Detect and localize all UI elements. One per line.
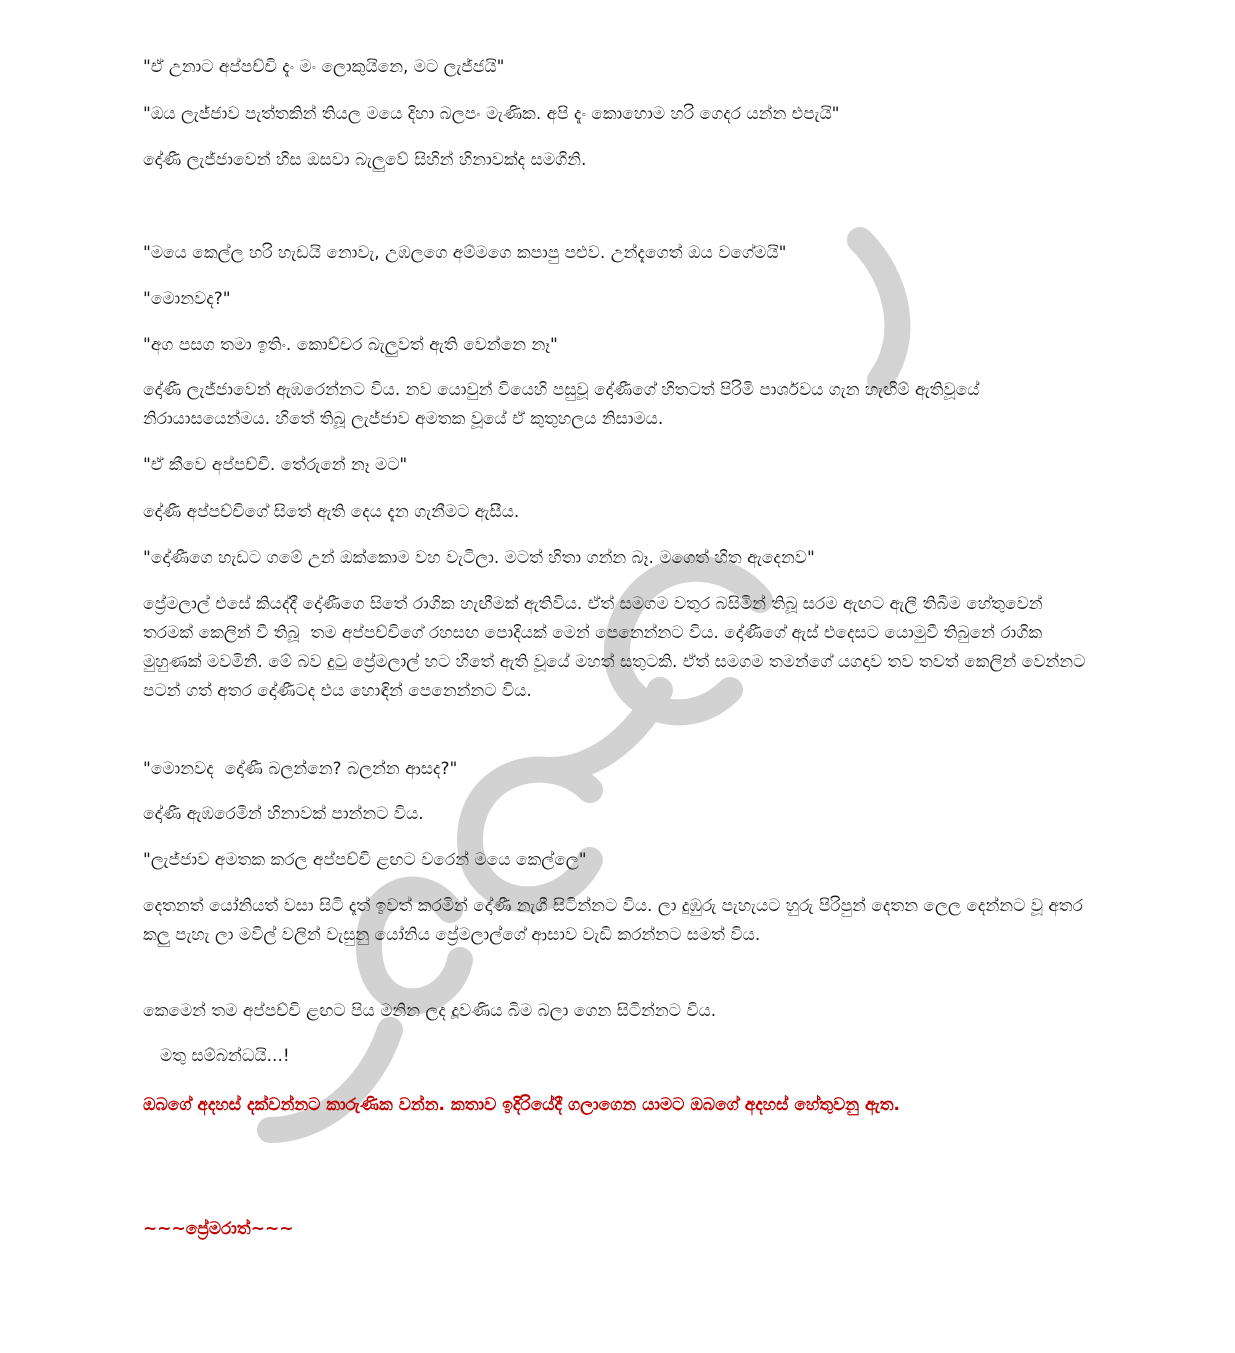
paragraph-4: "මයෙ කෙල්ල හරි හැඩයි නොවැ, උඹලගෙ අම්මගෙ කපාපු පළුව. උන්දැගෙත් ඔය වගේමයි" bbox=[143, 243, 787, 263]
comment-notice: ඔබගේ අදහස් දක්වන්නට කාරුණික වන්න. කතාව ඉදිරියේදී ගලාගෙන යාමට ඔබගේ අදහස් හේතුවනු ඇත. bbox=[143, 1095, 900, 1115]
paragraph-9: දෝණී අප්පච්චිගේ සිතේ ඇති දෙය දැන ගැනීමට ඇසීය. bbox=[143, 502, 520, 522]
paragraph-15: දෙතනත් යෝනියත් වසා සිටි දෑත් ඉවත් කරමින් දෝණී නැගී සිටින්නට විය. ලා දුඹුරු පැහැයට හුරු පිරිපුන් දෙතන ලෙල දෙන්නට වූ අතර කලු පැහැ ලා මවිල් වලින් වැසුනු යෝනිය ප්‍රේමලාල්ගේ ආසාව වැඩි කරන්නට සමත් විය. bbox=[143, 896, 1089, 945]
paragraph-1: "ඒ උනාට අප්පච්චි දැං මං ලොකුයිනෙ, මට ලැජ්ජයි" bbox=[143, 57, 505, 77]
paragraph-10: "දෝණීගෙ හැඩට ගමේ උන් ඔක්කොම වහ වැටිලා. මටත් හිතා ගන්න බෑ. මගෙත් හිත ඇදෙනව" bbox=[143, 548, 815, 568]
to-be-continued: මතු සම්බන්ධයි...! bbox=[160, 1046, 290, 1066]
paragraph-2: "ඔය ලැජ්ජාව පැත්තකින් තියල මයෙ දිහා බලපං මැණික. අපි දැං කොහොම හරි ගෙදර යන්න එපැයි" bbox=[143, 104, 840, 124]
paragraph-8: "ඒ කීවෙ අප්පච්චි. තේරුනේ නෑ මට" bbox=[143, 455, 408, 475]
author-signature: ~~~ප්‍රේමරාත්~~~ bbox=[143, 1219, 294, 1239]
paragraph-16: කෙමෙන් තම අප්පච්චි ළඟට පිය මනින ලද දූවණිය බිම බලා ගෙන සිටින්නට විය. bbox=[143, 1001, 717, 1021]
paragraph-11: ප්‍රේමලාල් එසේ කියද්දී දෝණීගෙ සිතේ රාගික හැඟීමක් ඇතිවිය. ඒත් සමගම වතුර බසිමින් තිබූ සරම ඇඟට ඇලී තිබීම හේතුවෙන් තරමක් කෙලින් වී තිබූ තම අප්පච්චිගේ රහසඟ පොදියක් මෙන් පෙනෙන්නට විය. දෝණීගේ ඇස් එදෙසට යොමුවී තිබුනේ රාගික මුහුණක් මවමිනි. මේ බව දුටු ප්‍රේමලාල් හට හිතේ ඇති වූයේ මහත් සතුටකි. ඒත් සමගම තමන්ගේ යගදාව තව තවත් කෙලින් වෙන්නට පටන් ගත් අතර දෝණීටද එය හොඳින් පෙනෙන්නට විය. bbox=[143, 594, 1091, 701]
paragraph-6: "අග පසග තමා ඉතිං. කොච්චර බැලුවත් ඇති වෙන්නෙ නෑ" bbox=[143, 335, 558, 355]
paragraph-3: දෝණී ලැජ්ජාවෙන් හිස ඔසවා බැලුවේ සිහින් හිනාවක්ද සමගිනි. bbox=[143, 150, 587, 170]
paragraph-7: දෝණී ලැජ්ජාවෙන් ඇඹරෙන්නට විය. නව යොවුන් වියෙහි පසුවූ දෝණීගේ හිතටත් පිරිමි පාර්ශවය ගැන හැඟීම් ඇතිවූයේ නිරායාසයෙන්මය. හිතේ තිබූ ලැජ්ජාව අමතක වූයේ ඒ කුතුහලය නිසාමය. bbox=[143, 380, 985, 429]
paragraph-13: දෝණී ඇඹරෙමින් හිනාවක් පාන්නට විය. bbox=[143, 804, 424, 824]
paragraph-5: "මොනවද?" bbox=[143, 289, 231, 309]
paragraph-14: "ලැජ්ජාව අමතක කරල අප්පච්චි ළඟට වරෙන් මයෙ කෙල්ලෙ" bbox=[143, 850, 587, 870]
paragraph-12: "මොනවද දෝණී බලන්නෙ? බලන්න ආසද?" bbox=[143, 759, 458, 779]
